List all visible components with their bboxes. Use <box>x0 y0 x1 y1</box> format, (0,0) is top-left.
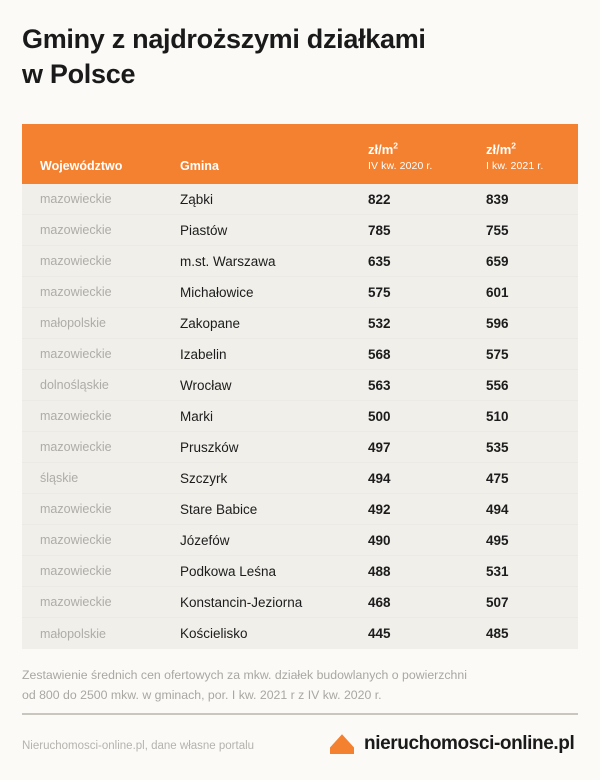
cell-price-q4-2020: 492 <box>368 501 391 517</box>
cell-price-q1-2021: 601 <box>486 284 509 300</box>
column-header-gmina-label: Gmina <box>180 159 219 173</box>
cell-gmina: Podkowa Leśna <box>180 563 277 579</box>
cell-price-q1-2021: 475 <box>486 470 509 486</box>
cell-price-q1-2021: 556 <box>486 377 509 393</box>
cell-wojewodztwo: mazowieckie <box>40 254 112 268</box>
cell-price-q1-2021: 535 <box>486 439 509 455</box>
cell-wojewodztwo: mazowieckie <box>40 564 112 578</box>
cell-gmina: m.st. Warszawa <box>180 253 276 269</box>
cell-price-q4-2020: 500 <box>368 408 391 424</box>
table-row <box>22 556 578 587</box>
column-header-price-q1-2021-unit <box>486 140 578 157</box>
unit-text: zł/m <box>368 142 394 157</box>
cell-price-q4-2020: 563 <box>368 377 391 393</box>
cell-gmina: Kościelisko <box>180 626 248 641</box>
cell-price-q4-2020: 532 <box>368 315 391 331</box>
brand-name: nieruchomosci-online.pl <box>364 733 575 754</box>
page-title-line-2: w Polsce <box>22 59 136 89</box>
cell-gmina: Zakopane <box>180 315 241 331</box>
cell-price-q4-2020: 635 <box>368 253 391 269</box>
table-row <box>22 277 578 308</box>
cell-wojewodztwo: mazowieckie <box>40 223 112 237</box>
table-row <box>22 308 578 339</box>
cell-gmina: Marki <box>180 408 213 424</box>
cell-gmina: Józefów <box>180 532 230 548</box>
unit-superscript: 2 <box>511 140 517 151</box>
cell-price-q4-2020: 490 <box>368 532 391 548</box>
table-note <box>22 665 567 705</box>
column-header-price-q1-2021-period: I kw. 2021 r. <box>486 160 544 172</box>
cell-price-q1-2021: 531 <box>486 563 509 579</box>
cell-wojewodztwo: mazowieckie <box>40 285 112 299</box>
cell-price-q4-2020: 445 <box>368 626 391 641</box>
cell-wojewodztwo: mazowieckie <box>40 440 112 454</box>
table-row <box>22 339 578 370</box>
cell-price-q1-2021: 495 <box>486 532 509 548</box>
cell-gmina: Pruszków <box>180 439 239 455</box>
cell-wojewodztwo: mazowieckie <box>40 502 112 516</box>
table-row <box>22 246 578 277</box>
cell-price-q4-2020: 568 <box>368 346 391 362</box>
cell-wojewodztwo: dolnośląskie <box>40 378 109 392</box>
brand-logo-link[interactable] <box>329 733 574 755</box>
cell-gmina: Szczyrk <box>180 470 228 486</box>
house-icon <box>329 733 355 755</box>
prices-table <box>22 124 578 649</box>
table-row <box>22 587 578 618</box>
cell-gmina: Stare Babice <box>180 501 258 517</box>
cell-wojewodztwo: małopolskie <box>40 626 107 641</box>
column-header-price-q1-2021 <box>486 140 578 173</box>
cell-wojewodztwo: śląskie <box>40 471 79 485</box>
cell-gmina: Piastów <box>180 222 228 238</box>
cell-gmina: Michałowice <box>180 284 254 300</box>
cell-price-q1-2021: 485 <box>486 626 509 641</box>
table-row <box>22 494 578 525</box>
table-row <box>22 463 578 494</box>
source-credit: Nieruchomosci-online.pl, dane własne portalu <box>22 740 255 752</box>
table-header-row <box>22 124 578 184</box>
column-header-price-q4-2020-period: IV kw. 2020 r. <box>368 160 433 172</box>
cell-wojewodztwo: małopolskie <box>40 316 107 330</box>
cell-wojewodztwo: mazowieckie <box>40 533 112 547</box>
column-header-price-q4-2020 <box>368 140 486 173</box>
table-row <box>22 432 578 463</box>
cell-price-q1-2021: 659 <box>486 253 509 269</box>
table-note-line-1: Zestawienie średnich cen ofertowych za mkw. działek budowlanych o powierzchni <box>22 668 467 682</box>
cell-wojewodztwo: mazowieckie <box>40 347 112 361</box>
table-row <box>22 618 578 649</box>
column-header-gmina <box>180 159 368 173</box>
unit-text: zł/m <box>486 142 512 157</box>
cell-price-q4-2020: 575 <box>368 284 391 300</box>
cell-price-q1-2021: 575 <box>486 346 509 362</box>
cell-price-q1-2021: 507 <box>486 594 509 610</box>
cell-price-q1-2021: 755 <box>486 222 509 238</box>
cell-price-q1-2021: 510 <box>486 408 509 424</box>
cell-wojewodztwo: mazowieckie <box>40 192 112 206</box>
page-title <box>22 22 562 92</box>
table-row <box>22 184 578 215</box>
table-row <box>22 401 578 432</box>
cell-gmina: Izabelin <box>180 346 227 362</box>
cell-price-q1-2021: 494 <box>486 501 509 517</box>
cell-price-q4-2020: 494 <box>368 470 391 486</box>
cell-price-q4-2020: 488 <box>368 563 391 579</box>
column-header-price-q4-2020-unit <box>368 140 486 157</box>
cell-price-q4-2020: 468 <box>368 594 391 610</box>
cell-price-q1-2021: 839 <box>486 191 509 207</box>
table-row <box>22 525 578 556</box>
cell-wojewodztwo: mazowieckie <box>40 595 112 609</box>
footer-divider <box>22 713 578 715</box>
page-title-line-1: Gminy z najdroższymi działkami <box>22 24 426 54</box>
cell-gmina: Wrocław <box>180 377 232 393</box>
cell-price-q1-2021: 596 <box>486 315 509 331</box>
cell-price-q4-2020: 785 <box>368 222 391 238</box>
cell-gmina: Konstancin-Jeziorna <box>180 594 303 610</box>
table-row <box>22 215 578 246</box>
cell-gmina: Ząbki <box>180 191 214 207</box>
cell-price-q4-2020: 497 <box>368 439 391 455</box>
column-header-wojewodztwo <box>22 159 180 173</box>
column-header-wojewodztwo-label: Województwo <box>40 159 123 173</box>
table-note-line-2: od 800 do 2500 mkw. w gminach, por. I kw. 2021 r z IV kw. 2020 r. <box>22 688 382 702</box>
table-body <box>22 184 578 649</box>
table-row <box>22 370 578 401</box>
cell-wojewodztwo: mazowieckie <box>40 409 112 423</box>
unit-superscript: 2 <box>393 140 399 151</box>
cell-price-q4-2020: 822 <box>368 191 391 207</box>
